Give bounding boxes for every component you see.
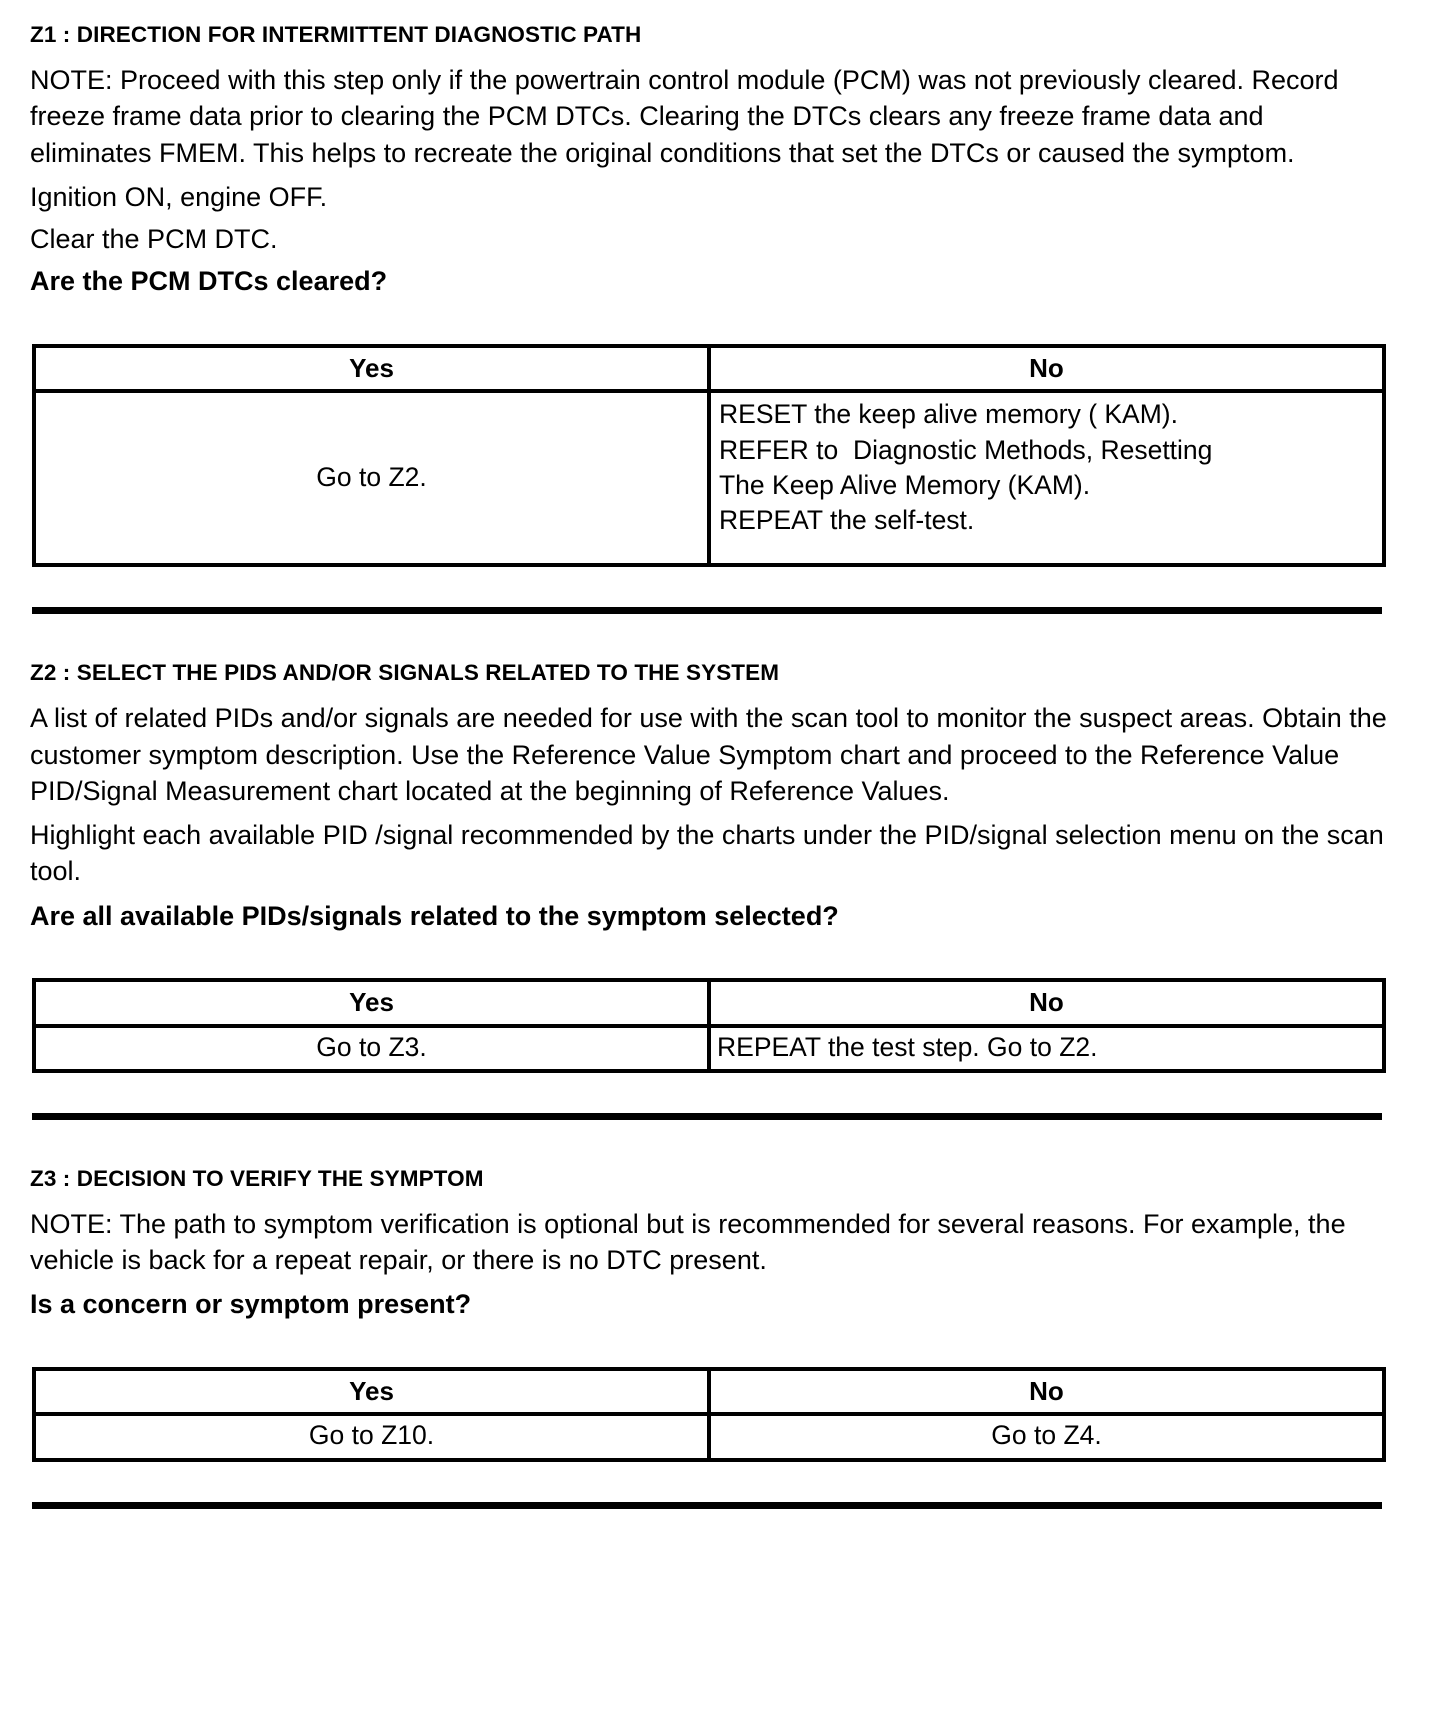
answer-no-z1 xyxy=(709,391,1384,565)
table-row xyxy=(34,1414,1384,1459)
section-divider-3 xyxy=(32,1502,1382,1509)
step-block-z2 xyxy=(30,660,1410,1120)
answer-no-z1-line-4: REPEAT the self-test. xyxy=(719,505,975,536)
answer-yes-z2: Go to Z3. xyxy=(34,1026,709,1071)
answer-no-z1-line-2: REFER to Diagnostic Methods, Resetting xyxy=(719,434,1213,465)
step-instruction-z2-2: Highlight each available PID /signal recommended by the charts under the PID/signal selection menu on the scan tool. xyxy=(30,820,1384,887)
step-heading-z3: Z3 : DECISION TO VERIFY THE SYMPTOM xyxy=(30,1165,484,1191)
step-instruction-z2-1: A list of related PIDs and/or signals are needed for use with the scan tool to monitor the suspect areas. Obtain the customer symptom description. Use the Reference Value Symptom chart and proceed to the Reference Value PID/Signal Measurement chart located at the beginning of Reference Values. xyxy=(30,703,1387,806)
step-block-z3 xyxy=(30,1166,1410,1509)
step-instruction-z1-2: Clear the PCM DTC. xyxy=(30,224,278,255)
table-header-row xyxy=(34,1369,1384,1415)
step-heading-z2: Z2 : SELECT THE PIDS AND/OR SIGNALS RELATED TO THE SYSTEM xyxy=(30,660,780,686)
step-question-z1: Are the PCM DTCs cleared? xyxy=(30,266,388,297)
answer-table-z2 xyxy=(32,978,1386,1073)
answer-table-z3 xyxy=(32,1367,1386,1462)
section-divider-2 xyxy=(32,1113,1382,1120)
step-block-z1 xyxy=(30,22,1410,614)
table-header-row xyxy=(34,346,1384,392)
answer-yes-z3: Go to Z10. xyxy=(34,1414,709,1459)
column-header-yes: Yes xyxy=(34,980,709,1026)
column-header-yes: Yes xyxy=(34,1369,709,1415)
answer-yes-z1: Go to Z2. xyxy=(34,391,709,565)
step-instruction-z1-1: Ignition ON, engine OFF. xyxy=(30,181,328,212)
answer-no-z1-line-1: RESET the keep alive memory ( KAM). xyxy=(719,399,1178,430)
column-header-no: No xyxy=(709,980,1384,1026)
answer-table-z1 xyxy=(32,344,1386,568)
column-header-no: No xyxy=(709,1369,1384,1415)
step-note-z3: NOTE: The path to symptom verification is optional but is recommended for several reasons. For example, the vehicle is back for a repeat repair, or there is no DTC present. xyxy=(30,1208,1346,1276)
step-note-z1: NOTE: Proceed with this step only if the powertrain control module (PCM) was not previously cleared. Record freeze frame data prior to clearing the PCM DTCs. Clearing the DTCs clears any freeze frame data and eliminates FMEM. This helps to recreate the original conditions that set the DTCs or caused the symptom. xyxy=(30,64,1339,168)
column-header-yes: Yes xyxy=(34,346,709,392)
column-header-no: No xyxy=(709,346,1384,392)
answer-no-z1-line-3: The Keep Alive Memory (KAM). xyxy=(719,469,1091,500)
step-question-z3: Is a concern or symptom present? xyxy=(30,1289,472,1320)
answer-no-z3: Go to Z4. xyxy=(709,1414,1384,1459)
answer-no-z2: REPEAT the test step. Go to Z2. xyxy=(709,1026,1384,1071)
step-heading-z1: Z1 : DIRECTION FOR INTERMITTENT DIAGNOSTIC PATH xyxy=(30,22,642,47)
table-header-row xyxy=(34,980,1384,1026)
step-question-z2: Are all available PIDs/signals related to the symptom selected? xyxy=(30,900,839,931)
section-divider-1 xyxy=(32,607,1382,614)
table-row xyxy=(34,391,1384,565)
table-row xyxy=(34,1026,1384,1071)
